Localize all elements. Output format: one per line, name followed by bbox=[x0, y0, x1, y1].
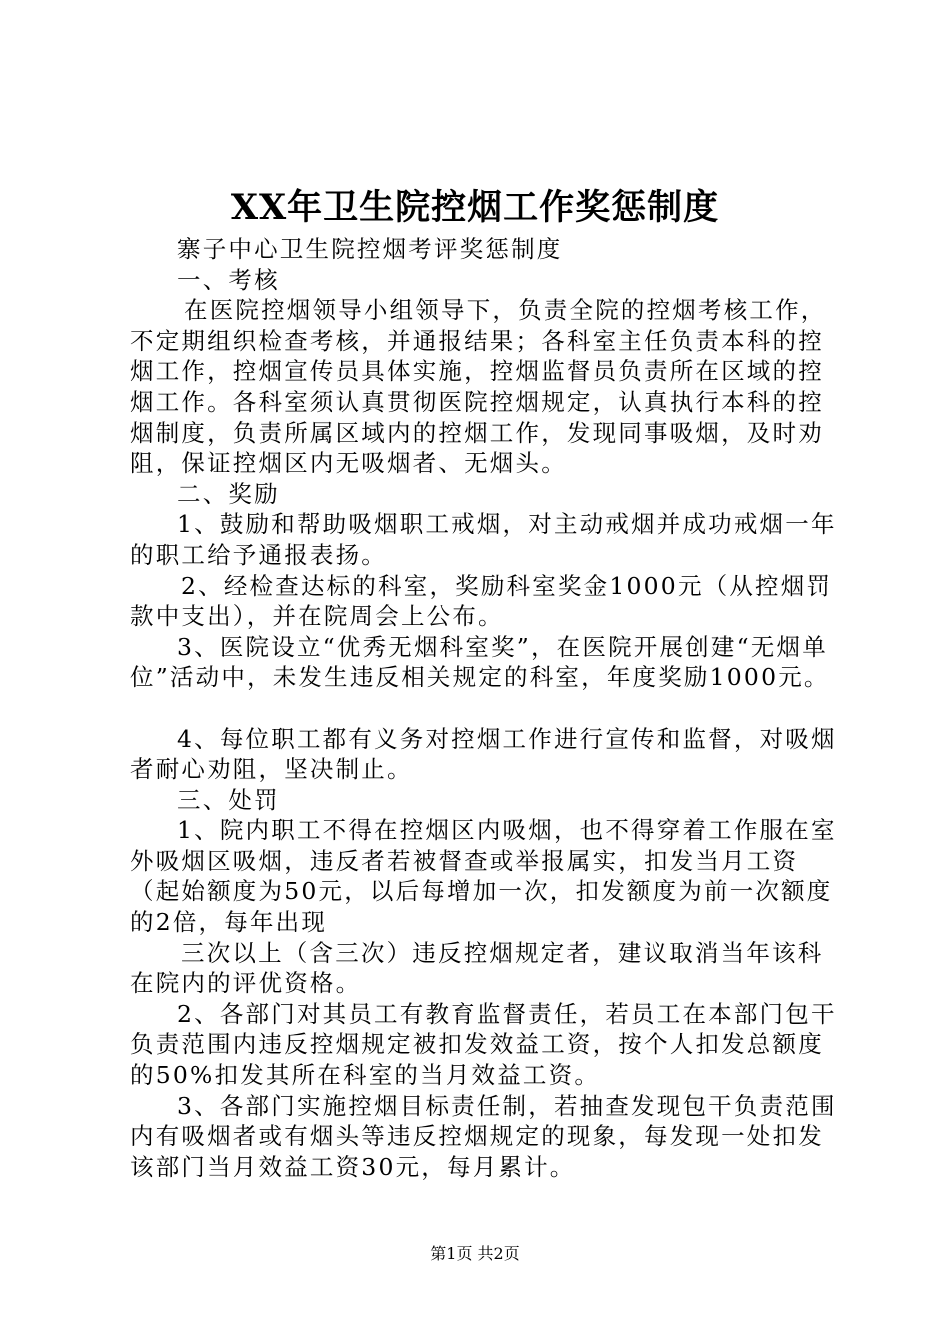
paragraph-penalty-3: 3、各部门实施控烟目标责任制，若抽查发现包干负责范围内有吸烟者或有烟头等违反控烟规定的现象，每发现一处扣发该部门当月效益工资30元，每月累计。 bbox=[130, 1091, 837, 1181]
document-body bbox=[130, 234, 842, 1182]
section-heading-penalty: 三、处罚 bbox=[177, 785, 280, 814]
section-heading-reward: 二、奖励 bbox=[177, 479, 280, 508]
paragraph-reward-4: 4、每位职工都有义务对控烟工作进行宣传和监督，对吸烟者耐心劝阻，坚决制止。 bbox=[130, 724, 837, 784]
document-subtitle: 寨子中心卫生院控烟考评奖惩制度 bbox=[177, 235, 563, 263]
paragraph-reward-3: 3、医院设立“优秀无烟科室奖”，在医院开展创建“无烟单位”活动中，未发生违反相关规定的科室，年度奖励1000元。 bbox=[130, 632, 830, 692]
paragraph-assessment: 在医院控烟领导小组领导下，负责全院的控烟考核工作，不定期组织检查考核，并通报结果；各科室主任负责本科的控烟工作，控烟宣传员具体实施，控烟监督员负责所在区域的控烟工作。各科室须认真贯彻医院控烟规定，认真执行本科的控烟制度，负责所属区域内的控烟工作，发现同事吸烟，及时劝阻，保证控烟区内无吸烟者、无烟头。 bbox=[130, 296, 827, 478]
page-number-footer: 第1页 共2页 bbox=[430, 1244, 520, 1263]
paragraph-penalty-1: 1、院内职工不得在控烟区内吸烟，也不得穿着工作服在室外吸烟区吸烟，违反者若被督查或举报属实，扣发当月工资（起始额度为50元，以后每增加一次，扣发额度为前一次额度的2倍，每年出现 bbox=[130, 816, 837, 937]
blank-line bbox=[130, 693, 842, 724]
section-heading-assessment: 一、考核 bbox=[177, 265, 280, 294]
paragraph-reward-1: 1、鼓励和帮助吸烟职工戒烟，对主动戒烟并成功戒烟一年的职工给予通报表扬。 bbox=[130, 510, 837, 569]
paragraph-penalty-2: 2、各部门对其员工有教育监督责任，若员工在本部门包干负责范围内违反控烟规定被扣发效益工资，按个人扣发总额度的50%扣发其所在科室的当月效益工资。 bbox=[130, 999, 837, 1090]
paragraph-penalty-1-continued: 三次以上（含三次）违反控烟规定者，建议取消当年该科在院内的评优资格。 bbox=[130, 938, 824, 998]
document-title: XX年卫生院控烟工作奖惩制度 bbox=[230, 187, 720, 228]
paragraph-reward-2: 2、经检查达标的科室，奖励科室奖金1000元（从控烟罚款中支出），并在院周会上公布。 bbox=[130, 571, 833, 631]
